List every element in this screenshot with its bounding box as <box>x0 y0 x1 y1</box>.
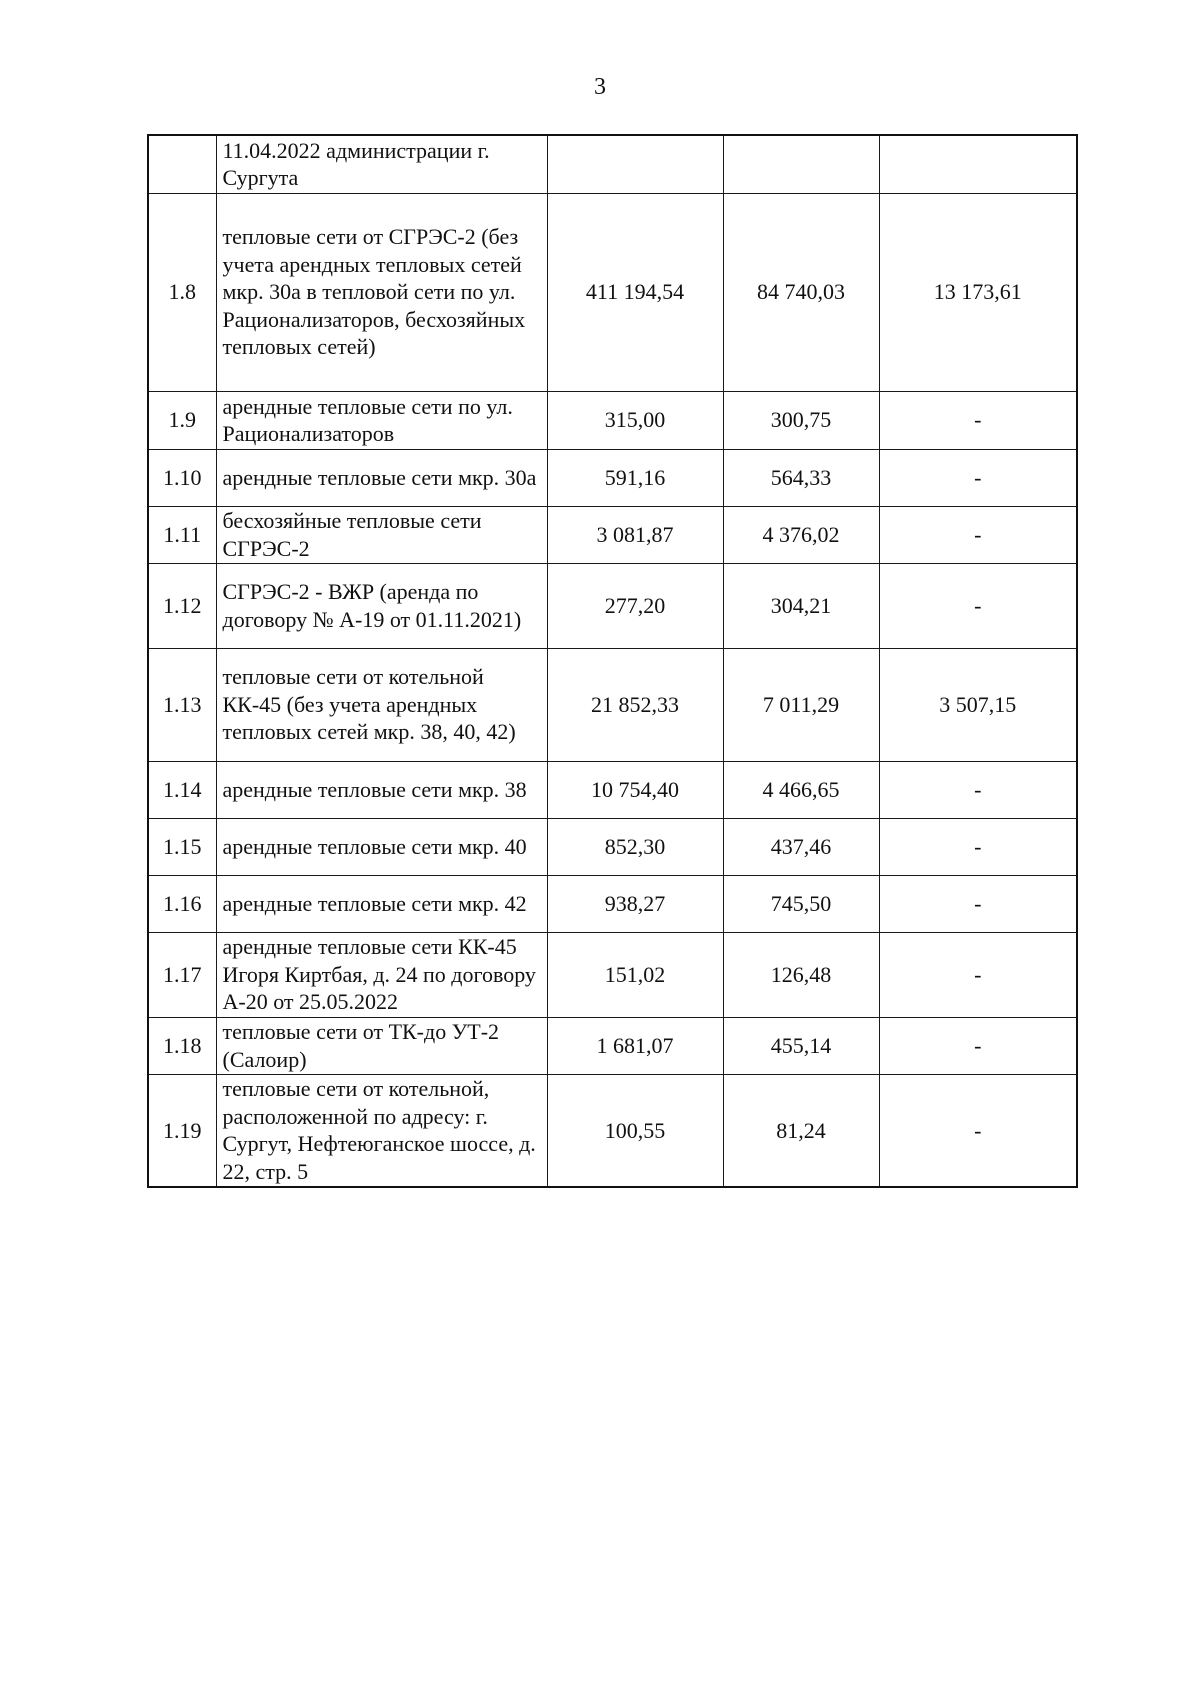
row-value-1: 411 194,54 <box>547 193 723 391</box>
row-value-3: - <box>879 1017 1077 1074</box>
table-row <box>148 563 1077 648</box>
row-value-1: 315,00 <box>547 391 723 449</box>
row-value-3 <box>879 135 1077 193</box>
row-value-3: - <box>879 449 1077 506</box>
row-number: 1.18 <box>148 1017 216 1074</box>
row-value-2 <box>723 135 879 193</box>
row-value-1: 100,55 <box>547 1074 723 1187</box>
page-number: 3 <box>594 74 606 100</box>
row-value-1: 591,16 <box>547 449 723 506</box>
row-value-1: 21 852,33 <box>547 648 723 761</box>
row-name: тепловые сети от котельной КК-45 (без учета арендных тепловых сетей мкр. 38, 40, 42) <box>216 648 547 761</box>
table-row <box>148 932 1077 1017</box>
table-row <box>148 1017 1077 1074</box>
row-name: арендные тепловые сети мкр. 30а <box>216 449 547 506</box>
table-row <box>148 135 1077 193</box>
row-number: 1.12 <box>148 563 216 648</box>
row-value-2: 84 740,03 <box>723 193 879 391</box>
row-value-2: 745,50 <box>723 875 879 932</box>
row-value-3: - <box>879 761 1077 818</box>
table-row <box>148 506 1077 563</box>
row-value-2: 126,48 <box>723 932 879 1017</box>
row-name: арендные тепловые сети мкр. 38 <box>216 761 547 818</box>
row-value-2: 81,24 <box>723 1074 879 1187</box>
row-number: 1.9 <box>148 391 216 449</box>
row-value-1: 1 681,07 <box>547 1017 723 1074</box>
row-value-1 <box>547 135 723 193</box>
row-name: тепловые сети от ТК-до УТ-2 (Салоир) <box>216 1017 547 1074</box>
table-row <box>148 391 1077 449</box>
table-row <box>148 818 1077 875</box>
row-value-1: 852,30 <box>547 818 723 875</box>
row-value-2: 7 011,29 <box>723 648 879 761</box>
row-number <box>148 135 216 193</box>
row-number: 1.11 <box>148 506 216 563</box>
table-row <box>148 449 1077 506</box>
row-value-2: 455,14 <box>723 1017 879 1074</box>
row-number: 1.10 <box>148 449 216 506</box>
row-name: арендные тепловые сети по ул. Рационализаторов <box>216 391 547 449</box>
row-value-2: 300,75 <box>723 391 879 449</box>
row-name: тепловые сети от котельной, расположенной по адресу: г. Сургут, Нефтеюганское шоссе, д. 22, стр. 5 <box>216 1074 547 1187</box>
table-row <box>148 1074 1077 1187</box>
row-value-3: - <box>879 563 1077 648</box>
row-value-2: 437,46 <box>723 818 879 875</box>
row-number: 1.13 <box>148 648 216 761</box>
row-value-1: 277,20 <box>547 563 723 648</box>
row-number: 1.14 <box>148 761 216 818</box>
row-value-3: - <box>879 391 1077 449</box>
row-value-2: 304,21 <box>723 563 879 648</box>
row-value-3: 3 507,15 <box>879 648 1077 761</box>
row-number: 1.8 <box>148 193 216 391</box>
table-row <box>148 648 1077 761</box>
row-value-3: - <box>879 875 1077 932</box>
row-name: 11.04.2022 администрации г. Сургута <box>216 135 547 193</box>
row-number: 1.17 <box>148 932 216 1017</box>
row-number: 1.19 <box>148 1074 216 1187</box>
row-name: арендные тепловые сети мкр. 40 <box>216 818 547 875</box>
row-value-3: - <box>879 932 1077 1017</box>
row-value-1: 10 754,40 <box>547 761 723 818</box>
table-row <box>148 761 1077 818</box>
row-value-3: - <box>879 1074 1077 1187</box>
row-value-2: 4 376,02 <box>723 506 879 563</box>
row-value-1: 938,27 <box>547 875 723 932</box>
row-number: 1.15 <box>148 818 216 875</box>
row-value-3: - <box>879 818 1077 875</box>
row-name: арендные тепловые сети мкр. 42 <box>216 875 547 932</box>
table-row <box>148 193 1077 391</box>
row-value-3: - <box>879 506 1077 563</box>
table-row <box>148 875 1077 932</box>
row-value-2: 564,33 <box>723 449 879 506</box>
row-value-1: 3 081,87 <box>547 506 723 563</box>
row-name: арендные тепловые сети КК-45 Игоря Киртбая, д. 24 по договору А-20 от 25.05.2022 <box>216 932 547 1017</box>
row-name: бесхозяйные тепловые сети СГРЭС-2 <box>216 506 547 563</box>
row-value-1: 151,02 <box>547 932 723 1017</box>
row-name: тепловые сети от СГРЭС-2 (без учета арендных тепловых сетей мкр. 30а в тепловой сети по ул. Рационализаторов, бесхозяйных тепловых сетей) <box>216 193 547 391</box>
row-value-3: 13 173,61 <box>879 193 1077 391</box>
row-name: СГРЭС-2 - ВЖР (аренда по договору № А-19 от 01.11.2021) <box>216 563 547 648</box>
row-number: 1.16 <box>148 875 216 932</box>
row-value-2: 4 466,65 <box>723 761 879 818</box>
data-table <box>147 134 1078 1188</box>
